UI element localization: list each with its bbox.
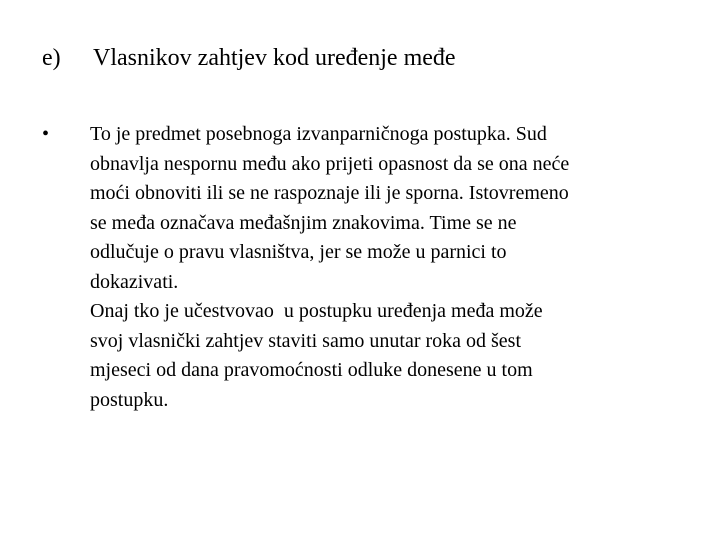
bullet-icon: • — [42, 123, 50, 145]
text-line: Onaj tko je učestvovao u postupku uređenja međa može — [90, 300, 543, 322]
text-line: dokazivati. — [90, 270, 179, 293]
text-line: obnavlja nespornu među ako prijeti opasnost da se ona neće — [90, 152, 570, 175]
text-line: svoj vlasnički zahtjev staviti samo unutar roka od šest — [90, 329, 522, 352]
bullet-text — [90, 120, 682, 415]
text-line: mjeseci od dana pravomoćnosti odluke donesene u tom — [90, 359, 533, 381]
slide-heading — [42, 42, 456, 74]
heading-title: Vlasnikov zahtjev kod uređenje međe — [93, 45, 456, 71]
heading-marker: e) — [42, 45, 61, 71]
text-line: postupku. — [90, 388, 169, 411]
text-line: odlučuje o pravu vlasništva, jer se može u parnici to — [90, 241, 507, 263]
text-line: se međa označava međašnjim znakovima. Time se ne — [90, 211, 517, 234]
text-line: moći obnoviti ili se ne raspoznaje ili je sporna. Istovremeno — [90, 182, 569, 204]
text-line: To je predmet posebnoga izvanparničnoga postupka. Sud — [90, 123, 547, 145]
